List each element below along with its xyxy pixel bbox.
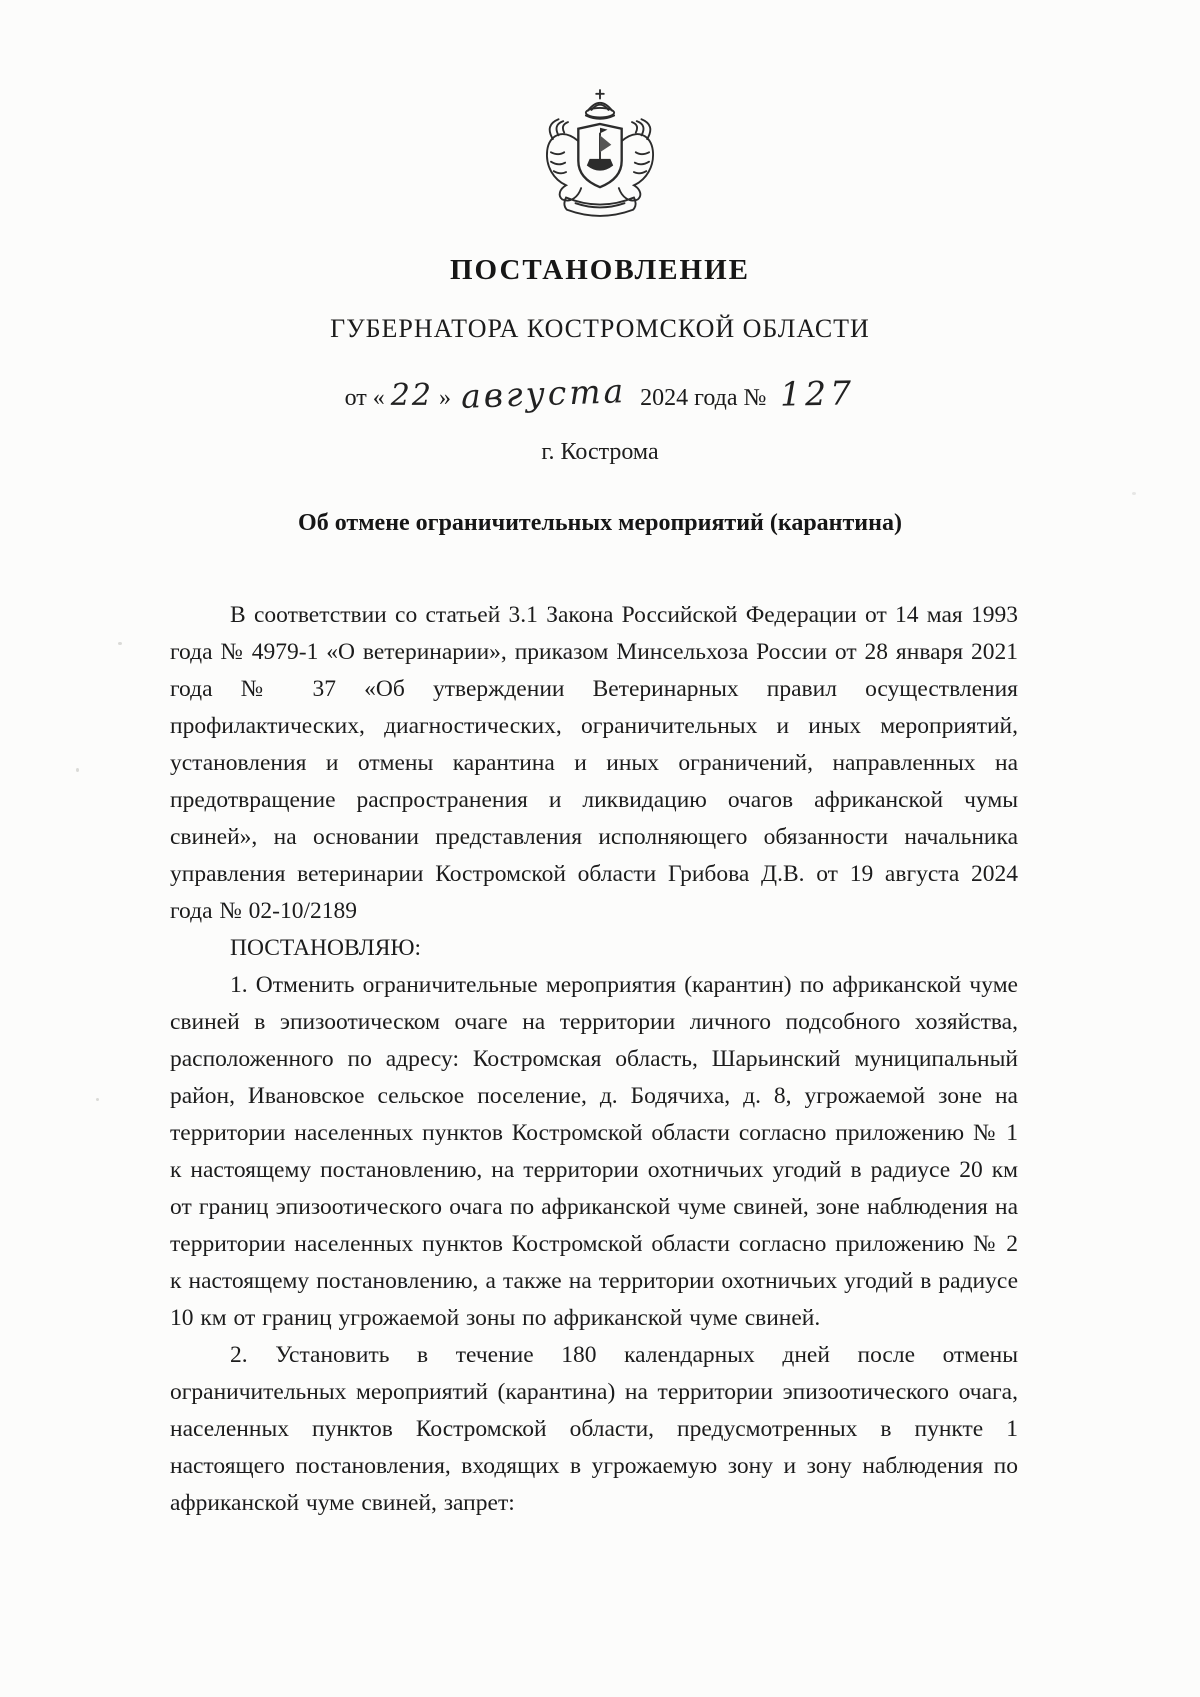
body-paragraph-preamble: В соответствии со статьей 3.1 Закона Российской Федерации от 14 мая 1993 года № 4979-1 «О ветеринарии», приказом Минсельхоза России от 28 января 2021 года № 37 «Об утверждении Ветеринарных правил осуществления профилактических, диагностических, ограничительных и иных мероприятий, установления и отмены карантина и иных ограничений, направленных на предотвращение распространения и ликвидацию очагов африканской чумы свиней», на основании представления исполняющего обязанности начальника управления ветеринарии Костромской области Грибова Д.В. от 19 августа 2024 года № 02-10/2189 bbox=[170, 602, 1018, 924]
coat-of-arms-icon bbox=[534, 86, 666, 228]
handwritten-day: 22 bbox=[390, 378, 433, 413]
place-line: г. Кострома bbox=[541, 439, 659, 465]
document-authority: ГУБЕРНАТОРА КОСТРОМСКОЙ ОБЛАСТИ bbox=[330, 314, 870, 343]
body-item-2: 2. Установить в течение 180 календарных дней после отмены ограничительных мероприятий (карантина) на территории эпизоотического очага, населенных пунктов Костромской области, предусмотренных в пункте 1 настоящего постановления, входящих в угрожаемую зону и зону наблюдения по африканской чуме свиней, запрет: bbox=[170, 1342, 1018, 1516]
scan-artifact bbox=[96, 1098, 99, 1101]
date-year-number-label: 2024 года № bbox=[640, 385, 767, 411]
scan-artifact bbox=[76, 768, 79, 772]
document-subject: Об отмене ограничительных мероприятий (карантина) bbox=[298, 510, 902, 536]
date-line bbox=[0, 371, 1200, 416]
handwritten-document-number: 127 bbox=[780, 373, 856, 414]
handwritten-month: августа bbox=[460, 371, 627, 416]
body-item-1: 1. Отменить ограничительные мероприятия (карантин) по африканской чуме свиней в эпизоотическом очаге на территории личного подсобного хозяйства, расположенного по адресу: Костромская область, Шарьинский муниципальный район, Ивановское сельское поселение, д. Бодячиха, д. 8, угрожаемой зоне на территории населенных пунктов Костромской области согласно приложению № 1 к настоящему постановлению, на территории охотничьих угодий в радиусе 20 км от границ эпизоотического очага по африканской чуме свиней, зоне наблюдения на территории населенных пунктов Костромской области согласно приложению № 2 к настоящему постановлению, а также на территории охотничьих угодий в радиусе 10 км от границ угрожаемой зоны по африканской чуме свиней. bbox=[170, 972, 1018, 1331]
scan-artifact bbox=[1132, 492, 1136, 495]
document-body bbox=[0, 597, 1200, 1522]
date-close-quote: » bbox=[438, 385, 451, 411]
body-resolve-word: ПОСТАНОВЛЯЮ: bbox=[230, 935, 422, 961]
scan-artifact bbox=[118, 642, 122, 645]
document-title: ПОСТАНОВЛЕНИЕ bbox=[449, 254, 750, 286]
date-prefix: от « bbox=[344, 385, 385, 411]
